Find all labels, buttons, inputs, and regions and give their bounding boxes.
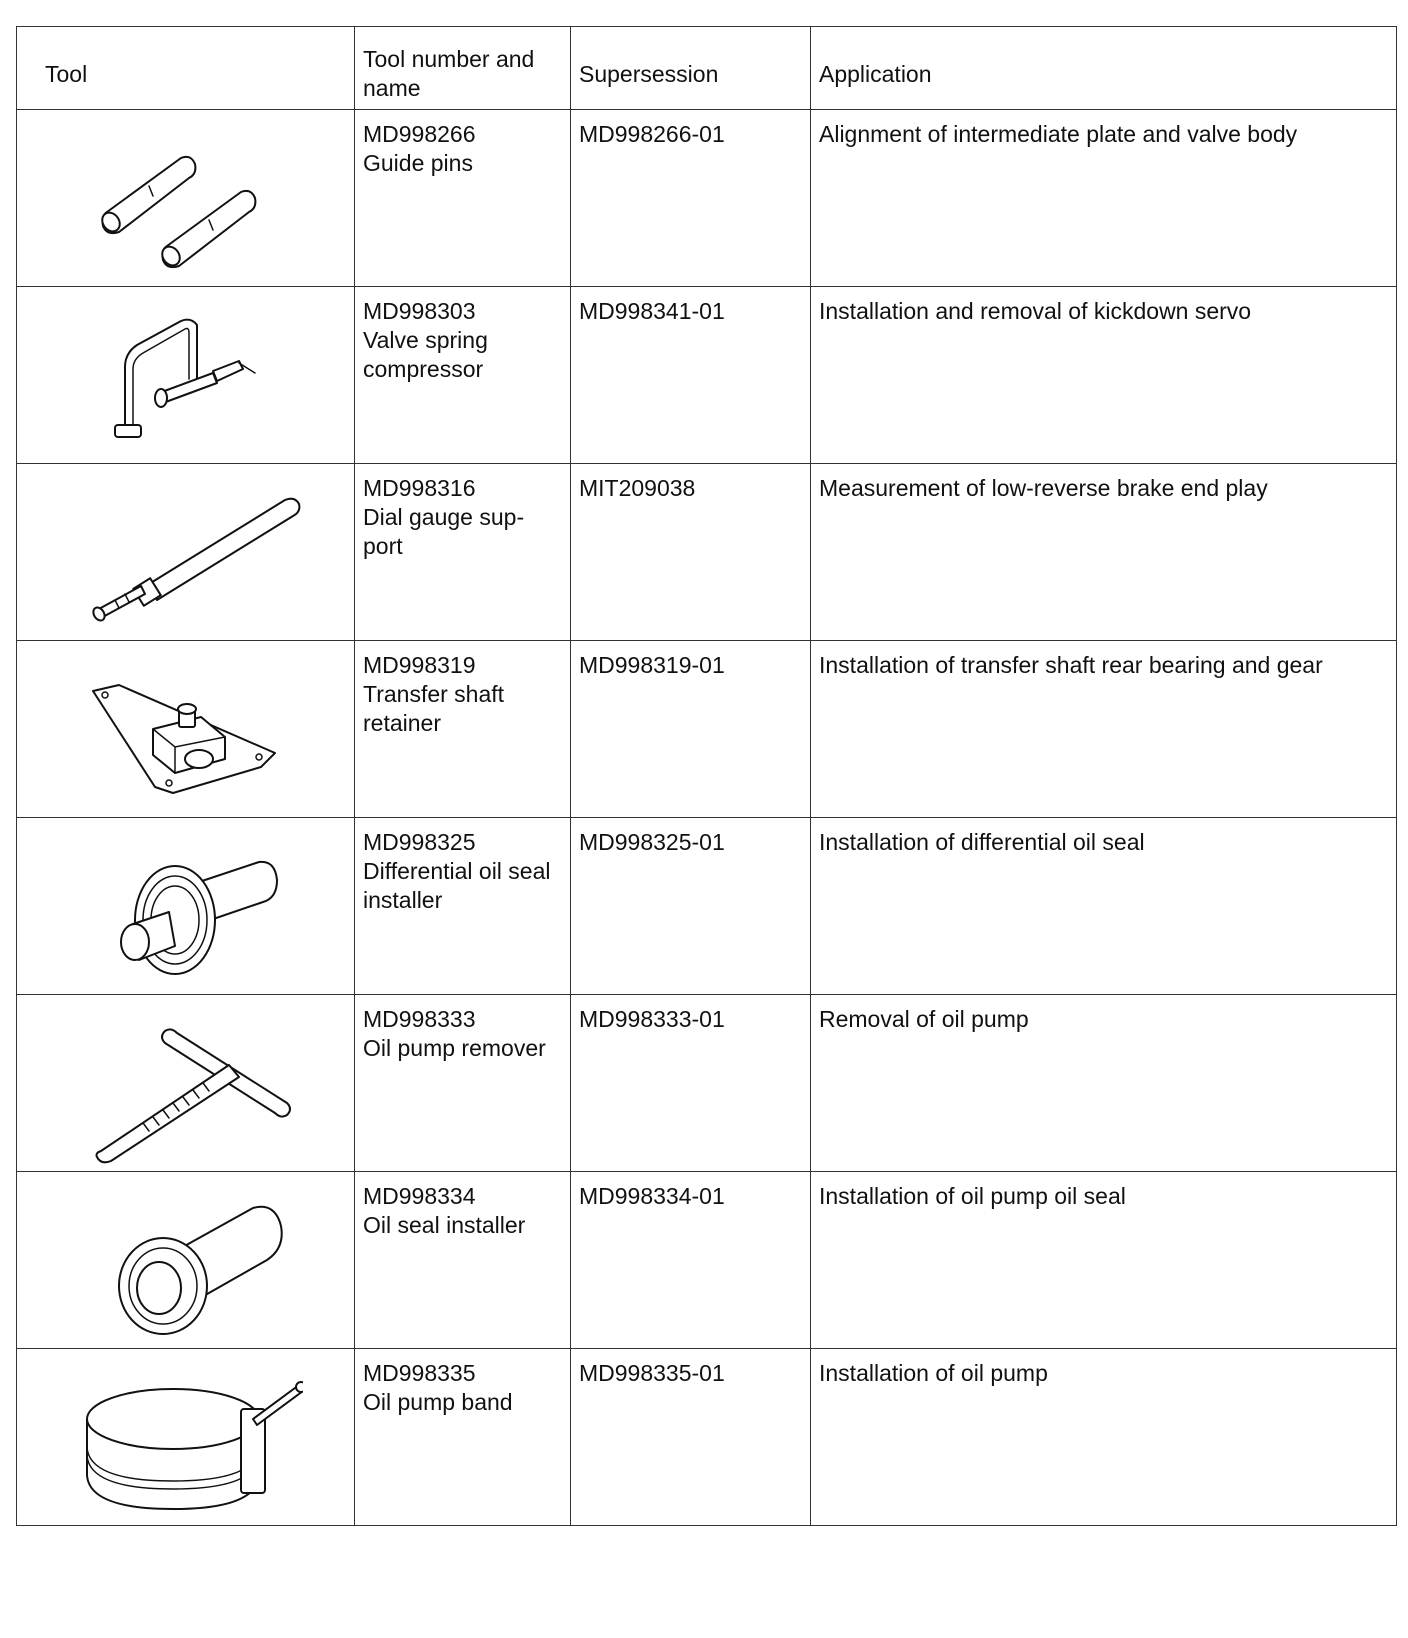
tool-illustration-cell [17,287,355,464]
oil-pump-remover-icon [53,1005,313,1165]
tool-name: Oil seal installer [363,1212,526,1238]
application-cell: Installation of transfer shaft rear bearing and gear [811,641,1397,818]
application-cell: Alignment of intermediate plate and valve body [811,110,1397,287]
table-row [17,995,1397,1172]
tool-number-name-cell [355,1349,571,1526]
application-cell: Installation and removal of kickdown servo [811,287,1397,464]
table-row [17,110,1397,287]
oil-pump-band-icon [63,1359,303,1519]
tool-number-name-cell [355,995,571,1172]
tool-number-name-cell [355,464,571,641]
application-cell: Measurement of low-reverse brake end play [811,464,1397,641]
table-row [17,1172,1397,1349]
supersession-cell: MD998341-01 [571,287,811,464]
dial-gauge-support-icon [53,474,313,634]
tool-number-name-cell [355,818,571,995]
tool-name: Guide pins [363,150,473,176]
valve-spring-compressor-icon [63,297,303,457]
supersession-cell: MIT209038 [571,464,811,641]
application-cell: Installation of differential oil seal [811,818,1397,995]
supersession-cell: MD998319-01 [571,641,811,818]
tool-number-name-cell [355,110,571,287]
tool-number: MD998316 [363,475,476,501]
tool-name: Oil pump band [363,1389,513,1415]
tool-number: MD998266 [363,121,476,147]
guide-pins-icon [63,120,303,280]
tool-name: Valve spring compressor [363,327,488,382]
tool-number: MD998333 [363,1006,476,1032]
table-row [17,818,1397,995]
tool-name: Dial gauge sup-port [363,504,525,559]
application-cell: Installation of oil pump [811,1349,1397,1526]
table-header-row [17,27,1397,110]
supersession-cell: MD998266-01 [571,110,811,287]
tool-illustration-cell [17,641,355,818]
tool-number-name-cell [355,287,571,464]
tool-name: Oil pump remover [363,1035,546,1061]
table-row [17,287,1397,464]
tool-illustration-cell [17,1172,355,1349]
header-application: Application [811,27,1397,110]
tool-name: Transfer shaft retainer [363,681,505,736]
special-tools-table [16,26,1397,1526]
header-number-name: Tool number and name [355,27,571,110]
tool-illustration-cell [17,1349,355,1526]
tool-number: MD998303 [363,298,476,324]
tool-number-name-cell [355,641,571,818]
application-cell: Removal of oil pump [811,995,1397,1172]
tool-illustration-cell [17,464,355,641]
table-row [17,641,1397,818]
oil-seal-installer-icon [63,1182,303,1342]
header-tool: Tool [17,27,355,110]
tool-number-name-cell [355,1172,571,1349]
table-row [17,1349,1397,1526]
transfer-shaft-retainer-icon [63,651,303,811]
tool-illustration-cell [17,818,355,995]
header-supersession: Supersession [571,27,811,110]
table-row [17,464,1397,641]
differential-oil-seal-installer-icon [63,828,303,988]
supersession-cell: MD998333-01 [571,995,811,1172]
supersession-cell: MD998334-01 [571,1172,811,1349]
tool-illustration-cell [17,995,355,1172]
tool-number: MD998319 [363,652,476,678]
tool-number: MD998335 [363,1360,476,1386]
tool-number: MD998334 [363,1183,476,1209]
supersession-cell: MD998325-01 [571,818,811,995]
tool-name: Differential oil seal installer [363,858,551,913]
tool-number: MD998325 [363,829,476,855]
tool-illustration-cell [17,110,355,287]
application-cell: Installation of oil pump oil seal [811,1172,1397,1349]
supersession-cell: MD998335-01 [571,1349,811,1526]
